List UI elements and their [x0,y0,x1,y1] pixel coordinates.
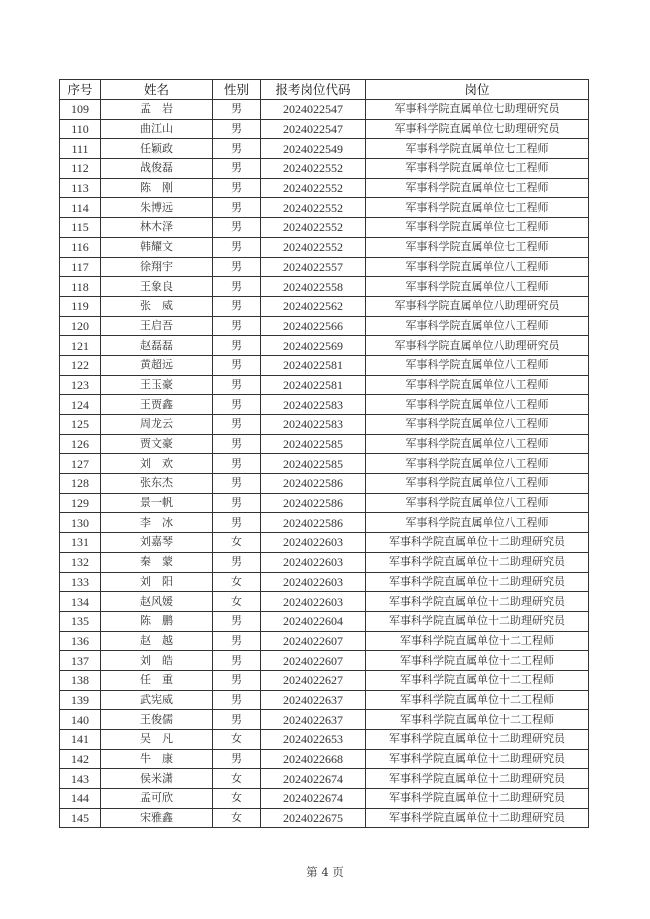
cell-gender: 男 [213,710,261,730]
header-gender: 性别 [213,80,261,100]
table-row [60,631,589,651]
cell-gender: 男 [213,296,261,316]
cell-position-code: 2024022583 [261,395,366,415]
cell-position-code: 2024022581 [261,375,366,395]
cell-index: 129 [60,493,101,513]
cell-position: 军事科学院直属单位八工程师 [366,474,589,494]
cell-position-code: 2024022585 [261,434,366,454]
cell-gender: 男 [213,474,261,494]
cell-name: 陈 刚 [101,178,213,198]
cell-position-code: 2024022675 [261,808,366,828]
cell-position: 军事科学院直属单位八工程师 [366,375,589,395]
cell-gender: 男 [213,690,261,710]
cell-position-code: 2024022674 [261,789,366,809]
cell-position: 军事科学院直属单位七工程师 [366,237,589,257]
cell-position-code: 2024022668 [261,749,366,769]
cell-gender: 男 [213,631,261,651]
cell-gender: 女 [213,789,261,809]
cell-position: 军事科学院直属单位七助理研究员 [366,100,589,120]
table-row [60,592,589,612]
cell-position: 军事科学院直属单位七工程师 [366,159,589,179]
cell-index: 137 [60,651,101,671]
table-row [60,493,589,513]
table-row [60,277,589,297]
cell-index: 143 [60,769,101,789]
cell-name: 朱博远 [101,198,213,218]
cell-position-code: 2024022603 [261,533,366,553]
cell-position: 军事科学院直属单位八工程师 [366,277,589,297]
table-row [60,296,589,316]
cell-name: 王俊儒 [101,710,213,730]
cell-position: 军事科学院直属单位十二助理研究员 [366,592,589,612]
cell-name: 牛 康 [101,749,213,769]
cell-position-code: 2024022569 [261,336,366,356]
cell-position-code: 2024022627 [261,670,366,690]
cell-gender: 男 [213,749,261,769]
header-index: 序号 [60,80,101,100]
table-row [60,611,589,631]
cell-position: 军事科学院直属单位十二助理研究员 [366,611,589,631]
cell-name: 黄超远 [101,355,213,375]
cell-name: 武宪威 [101,690,213,710]
cell-index: 142 [60,749,101,769]
cell-index: 123 [60,375,101,395]
table-row [60,572,589,592]
cell-gender: 男 [213,355,261,375]
cell-index: 130 [60,513,101,533]
cell-index: 139 [60,690,101,710]
table-row [60,651,589,671]
cell-name: 战俊磊 [101,159,213,179]
cell-gender: 男 [213,119,261,139]
cell-gender: 男 [213,670,261,690]
cell-index: 124 [60,395,101,415]
cell-position-code: 2024022583 [261,415,366,435]
cell-position: 军事科学院直属单位十二助理研究员 [366,552,589,572]
cell-gender: 男 [213,454,261,474]
cell-position: 军事科学院直属单位十二工程师 [366,651,589,671]
cell-name: 秦 蒙 [101,552,213,572]
cell-name: 韩耀文 [101,237,213,257]
cell-position: 军事科学院直属单位十二工程师 [366,690,589,710]
table-row [60,474,589,494]
table-row [60,789,589,809]
table-row [60,100,589,120]
cell-index: 109 [60,100,101,120]
table-row [60,395,589,415]
cell-name: 任 重 [101,670,213,690]
cell-gender: 男 [213,139,261,159]
cell-gender: 男 [213,415,261,435]
cell-name: 张东杰 [101,474,213,494]
cell-position: 军事科学院直属单位八工程师 [366,434,589,454]
cell-index: 120 [60,316,101,336]
cell-position: 军事科学院直属单位十二工程师 [366,710,589,730]
cell-gender: 男 [213,178,261,198]
table-row [60,237,589,257]
cell-position-code: 2024022653 [261,730,366,750]
cell-index: 125 [60,415,101,435]
cell-position-code: 2024022552 [261,178,366,198]
cell-position-code: 2024022585 [261,454,366,474]
cell-index: 110 [60,119,101,139]
cell-position: 军事科学院直属单位十二工程师 [366,670,589,690]
cell-index: 121 [60,336,101,356]
cell-index: 140 [60,710,101,730]
table-row [60,730,589,750]
cell-position-code: 2024022586 [261,474,366,494]
cell-gender: 男 [213,611,261,631]
cell-index: 138 [60,670,101,690]
cell-gender: 男 [213,651,261,671]
cell-position-code: 2024022604 [261,611,366,631]
table-row [60,119,589,139]
cell-position-code: 2024022607 [261,651,366,671]
cell-position: 军事科学院直属单位八工程师 [366,395,589,415]
table-row [60,769,589,789]
cell-gender: 男 [213,316,261,336]
cell-position: 军事科学院直属单位七工程师 [366,198,589,218]
cell-position-code: 2024022562 [261,296,366,316]
cell-position-code: 2024022586 [261,513,366,533]
cell-name: 刘 欢 [101,454,213,474]
table-row [60,749,589,769]
cell-name: 王贾鑫 [101,395,213,415]
cell-position: 军事科学院直属单位十二助理研究员 [366,769,589,789]
table-row [60,552,589,572]
cell-name: 王玉豪 [101,375,213,395]
cell-position: 军事科学院直属单位七工程师 [366,139,589,159]
cell-index: 128 [60,474,101,494]
cell-position-code: 2024022637 [261,690,366,710]
cell-index: 114 [60,198,101,218]
cell-name: 贾文豪 [101,434,213,454]
cell-gender: 女 [213,533,261,553]
cell-name: 孟 岩 [101,100,213,120]
cell-gender: 女 [213,572,261,592]
cell-name: 王启吾 [101,316,213,336]
cell-position: 军事科学院直属单位十二助理研究员 [366,730,589,750]
cell-name: 景一帆 [101,493,213,513]
cell-name: 李 冰 [101,513,213,533]
cell-position: 军事科学院直属单位八工程师 [366,257,589,277]
cell-position-code: 2024022552 [261,237,366,257]
cell-index: 116 [60,237,101,257]
table-row [60,533,589,553]
cell-gender: 男 [213,100,261,120]
cell-position-code: 2024022586 [261,493,366,513]
cell-position: 军事科学院直属单位七工程师 [366,218,589,238]
cell-position-code: 2024022557 [261,257,366,277]
cell-gender: 男 [213,198,261,218]
table-row [60,336,589,356]
table-row [60,808,589,828]
cell-gender: 女 [213,730,261,750]
cell-gender: 男 [213,257,261,277]
cell-position: 军事科学院直属单位八工程师 [366,415,589,435]
cell-position-code: 2024022637 [261,710,366,730]
cell-index: 141 [60,730,101,750]
header-name: 姓名 [101,80,213,100]
cell-name: 陈 鹏 [101,611,213,631]
table-row [60,316,589,336]
cell-index: 118 [60,277,101,297]
cell-index: 135 [60,611,101,631]
cell-gender: 女 [213,592,261,612]
cell-position-code: 2024022552 [261,159,366,179]
cell-position-code: 2024022547 [261,100,366,120]
table-row [60,375,589,395]
cell-position: 军事科学院直属单位八工程师 [366,493,589,513]
cell-index: 119 [60,296,101,316]
cell-position: 军事科学院直属单位八助理研究员 [366,296,589,316]
cell-position: 军事科学院直属单位七工程师 [366,178,589,198]
cell-name: 宋雅鑫 [101,808,213,828]
cell-name: 曲江山 [101,119,213,139]
cell-position-code: 2024022552 [261,198,366,218]
cell-position-code: 2024022607 [261,631,366,651]
cell-name: 刘 皓 [101,651,213,671]
page-number: 第 4 页 [306,865,344,879]
cell-position: 军事科学院直属单位十二助理研究员 [366,749,589,769]
cell-position: 军事科学院直属单位八助理研究员 [366,336,589,356]
cell-index: 127 [60,454,101,474]
cell-position: 军事科学院直属单位十二工程师 [366,631,589,651]
cell-name: 徐翔宇 [101,257,213,277]
header-position: 岗位 [366,80,589,100]
cell-name: 侯米潇 [101,769,213,789]
cell-position-code: 2024022566 [261,316,366,336]
cell-position-code: 2024022674 [261,769,366,789]
table-row [60,178,589,198]
cell-position-code: 2024022549 [261,139,366,159]
table-header-row [60,80,589,100]
table-row [60,218,589,238]
cell-index: 113 [60,178,101,198]
cell-gender: 男 [213,218,261,238]
candidate-table [59,79,589,828]
cell-index: 145 [60,808,101,828]
table-row [60,690,589,710]
cell-position: 军事科学院直属单位八工程师 [366,513,589,533]
cell-position: 军事科学院直属单位十二助理研究员 [366,533,589,553]
cell-position-code: 2024022581 [261,355,366,375]
cell-gender: 男 [213,237,261,257]
cell-position: 军事科学院直属单位七助理研究员 [366,119,589,139]
cell-name: 赵磊磊 [101,336,213,356]
cell-name: 王象良 [101,277,213,297]
cell-gender: 男 [213,375,261,395]
cell-gender: 女 [213,808,261,828]
table-row [60,159,589,179]
cell-index: 133 [60,572,101,592]
cell-name: 赵风媛 [101,592,213,612]
cell-gender: 男 [213,552,261,572]
table-row [60,513,589,533]
table-row [60,670,589,690]
cell-position: 军事科学院直属单位十二助理研究员 [366,808,589,828]
cell-gender: 男 [213,493,261,513]
cell-name: 刘嘉琴 [101,533,213,553]
cell-gender: 男 [213,395,261,415]
table-row [60,415,589,435]
cell-gender: 男 [213,277,261,297]
table-row [60,257,589,277]
cell-name: 张 威 [101,296,213,316]
cell-index: 115 [60,218,101,238]
cell-name: 赵 越 [101,631,213,651]
table-row [60,454,589,474]
cell-name: 孟可欣 [101,789,213,809]
cell-index: 136 [60,631,101,651]
cell-index: 122 [60,355,101,375]
cell-position-code: 2024022558 [261,277,366,297]
cell-name: 任颖政 [101,139,213,159]
table-row [60,139,589,159]
cell-position-code: 2024022552 [261,218,366,238]
cell-index: 134 [60,592,101,612]
cell-gender: 男 [213,336,261,356]
header-position-code: 报考岗位代码 [261,80,366,100]
cell-name: 林木泽 [101,218,213,238]
cell-position: 军事科学院直属单位十二助理研究员 [366,572,589,592]
cell-position-code: 2024022603 [261,552,366,572]
cell-gender: 男 [213,159,261,179]
table-row [60,434,589,454]
table-row [60,198,589,218]
cell-index: 131 [60,533,101,553]
table-body [60,100,589,828]
cell-index: 112 [60,159,101,179]
cell-position: 军事科学院直属单位八工程师 [366,316,589,336]
cell-index: 126 [60,434,101,454]
cell-gender: 男 [213,434,261,454]
cell-position-code: 2024022547 [261,119,366,139]
cell-index: 111 [60,139,101,159]
cell-position: 军事科学院直属单位八工程师 [366,355,589,375]
cell-name: 吴 凡 [101,730,213,750]
table-row [60,355,589,375]
cell-position-code: 2024022603 [261,572,366,592]
cell-gender: 男 [213,513,261,533]
cell-position: 军事科学院直属单位十二助理研究员 [366,789,589,809]
cell-name: 刘 阳 [101,572,213,592]
cell-gender: 女 [213,769,261,789]
cell-index: 144 [60,789,101,809]
cell-index: 132 [60,552,101,572]
table-row [60,710,589,730]
cell-position: 军事科学院直属单位八工程师 [366,454,589,474]
cell-position-code: 2024022603 [261,592,366,612]
cell-index: 117 [60,257,101,277]
cell-name: 周龙云 [101,415,213,435]
